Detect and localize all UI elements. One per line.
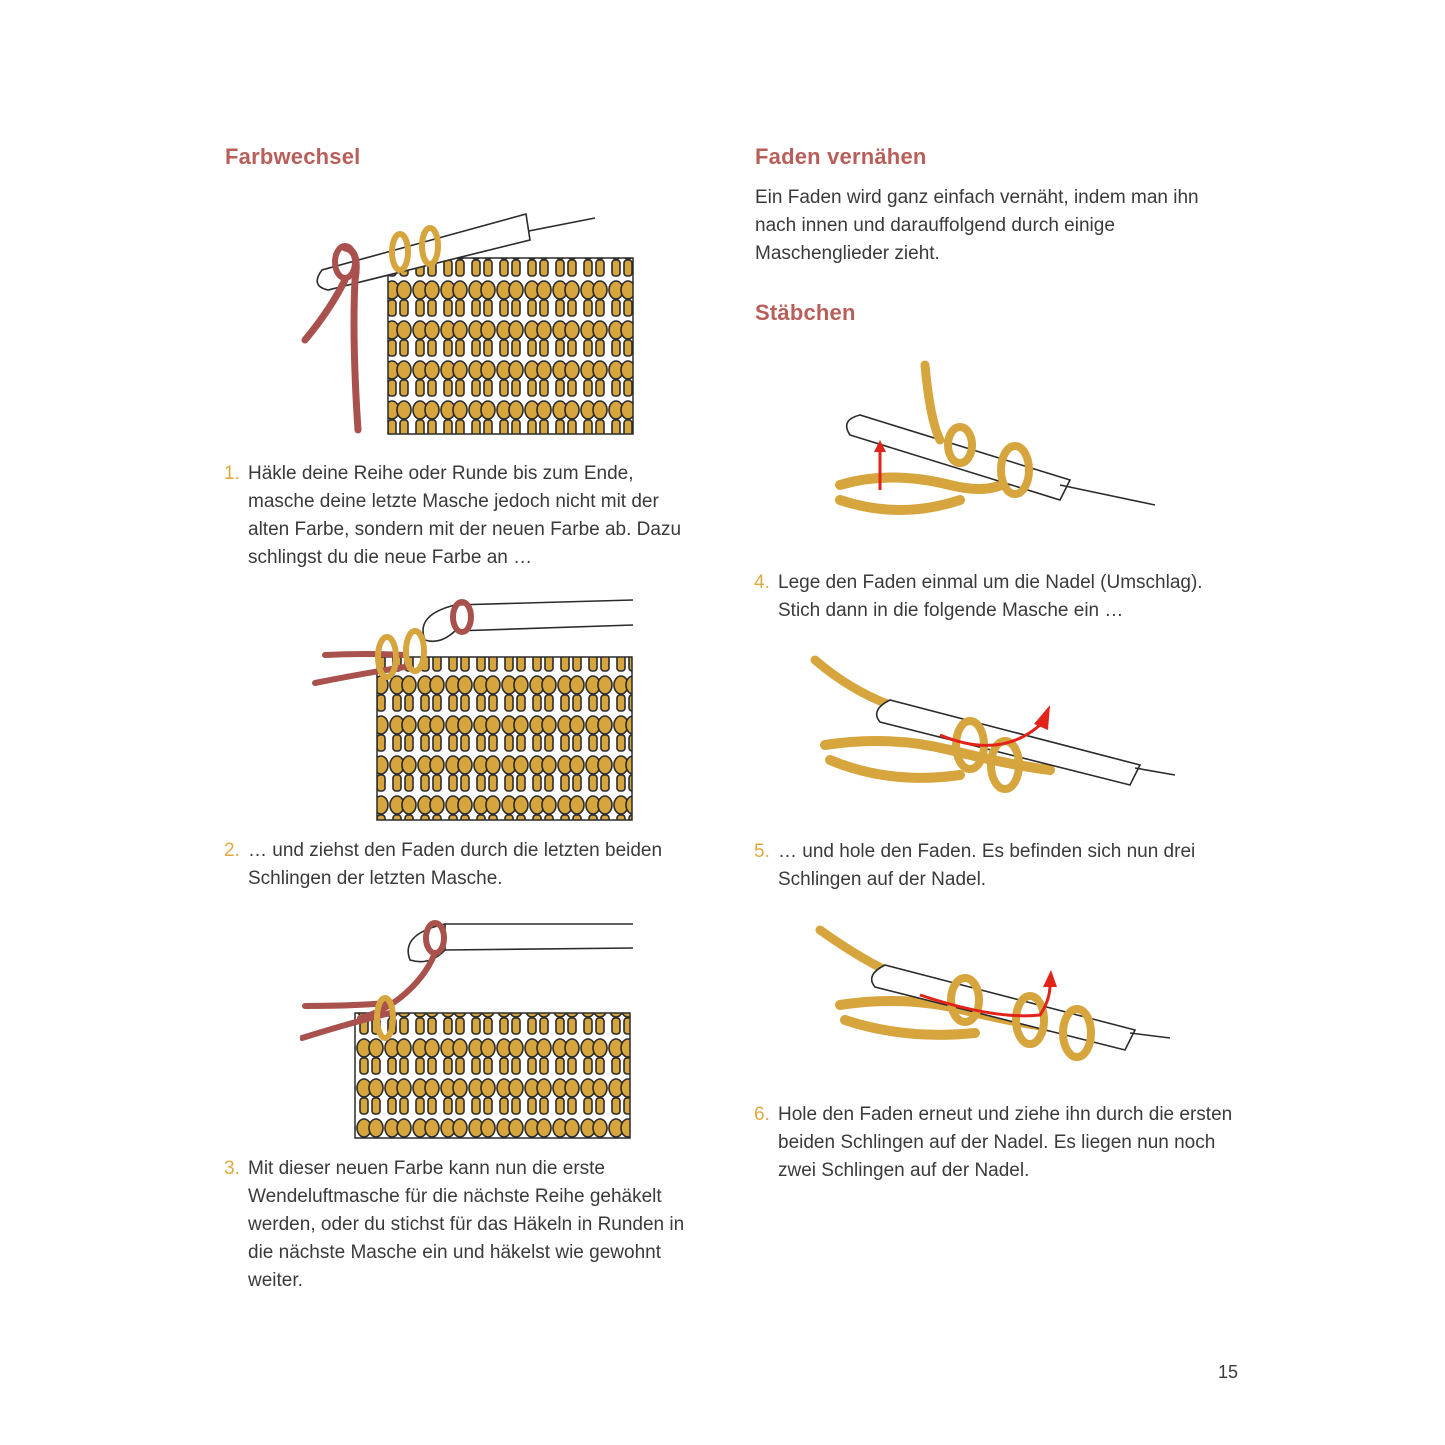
step-1 [224,460,688,572]
step-number: 6. [754,1104,770,1125]
crochet-swatch-pull-through-icon [305,595,635,825]
step-number: 1. [224,463,240,484]
step-4 [754,569,1233,625]
step-text: … und hole den Faden. Es befinden sich nun drei Schlingen auf der Nadel. [778,841,1196,890]
step-2 [224,837,688,893]
step-text: … und ziehst den Faden durch die letzten beiden Schlingen der letzten Masche. [248,840,663,889]
step-number: 4. [754,572,770,593]
heading-farbwechsel: Farbwechsel [225,144,361,169]
crochet-hook-pull-through-two-icon [815,925,1175,1070]
step-6 [754,1101,1243,1185]
intro-paragraph: Ein Faden wird ganz einfach vernäht, indem man ihn nach innen und darauffolgend durch einige Maschenglieder zieht. [755,187,1199,264]
step-text: Häkle deine Reihe oder Runde bis zum Ende, masche deine letzte Masche jedoch nicht mit der alten Farbe, sondern mit der neuen Farbe ab. Dazu schlingst du die neue Farbe an … [248,463,682,568]
step-5 [754,838,1233,894]
crochet-hook-draw-loop-icon [810,650,1180,810]
step-number: 2. [224,840,240,861]
page-number: 15 [1218,1362,1239,1382]
step-text: Lege den Faden einmal um die Nadel (Umschlag). Stich dann in die folgende Masche ein … [778,572,1203,621]
step-number: 3. [224,1158,240,1179]
heading-staebchen: Stäbchen [755,300,856,325]
crochet-swatch-new-color-icon [300,918,635,1143]
step-number: 5. [754,841,770,862]
heading-faden-vernaehen: Faden vernähen [755,144,927,169]
step-3 [224,1155,708,1295]
step-text: Hole den Faden erneut und ziehe ihn durch die ersten beiden Schlingen auf der Nadel. Es liegen nun noch zwei Schlingen auf der Nadel. [778,1104,1233,1181]
crochet-swatch-color-change-icon [300,200,635,440]
step-text: Mit dieser neuen Farbe kann nun die erste Wendeluftmasche für die nächste Reihe gehäkelt werden, oder du stichst für das Häkeln in Runden in die nächste Masche ein und häkelst wie gewohnt weiter. [248,1158,685,1291]
crochet-hook-yarn-over-icon [830,360,1160,525]
